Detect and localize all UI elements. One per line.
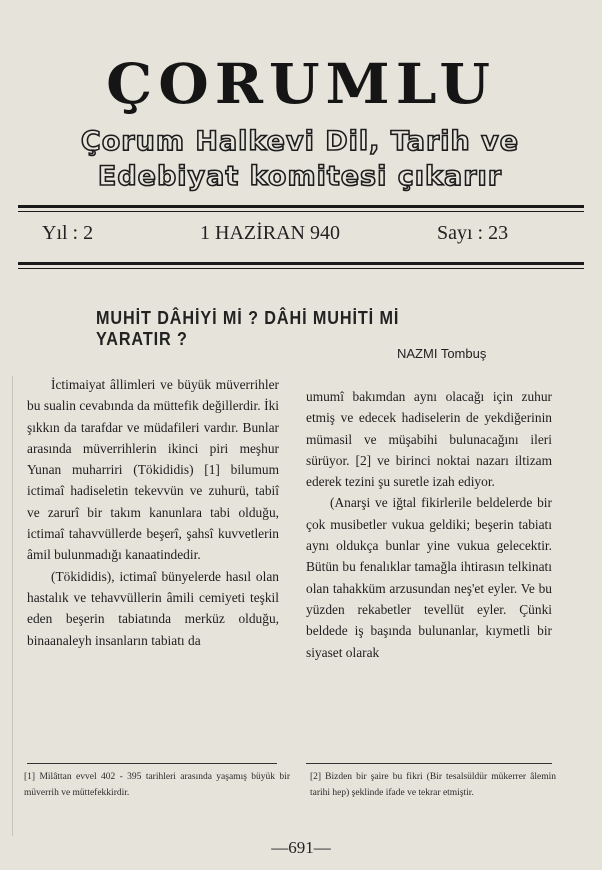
page-edge-shadow xyxy=(12,376,13,836)
issue-number: Sayı : 23 xyxy=(437,222,509,244)
header-rule-bottom-thin xyxy=(18,268,584,269)
article-title: MUHİT DÂHİYİ Mİ ? DÂHİ MUHİTİ Mİ YARATIR ? xyxy=(96,308,400,349)
issue-year: Yıl : 2 xyxy=(42,222,94,244)
footnote-left: [1] Milâttan evvel 402 - 395 tarihleri arasında yaşamış büyük bir müverrih ve müttefekkirdir. xyxy=(24,772,290,798)
left-paragraph-2: (Tökididis), ictimaî bünyelerde hasıl olan hastalık ve tehavvüllerin âmili cemiyeti teşkil eden beşerin tabiatında merküz olduğu, binaanaleyh insanların tabiatı da xyxy=(27,568,279,648)
header-rule-bottom xyxy=(18,262,584,265)
footnote-right: [2] Bizden bir şaire bu fikri (Bir tesalsüldür mükerrer âlemin tarihi hep) şeklinde ifade ve tekrar etmiştir. xyxy=(310,772,556,798)
article-author: NAZMI Tombuş xyxy=(397,346,487,361)
article-column-right xyxy=(306,386,552,663)
footnote-rule-left xyxy=(27,763,277,764)
masthead-title: ÇORUMLU xyxy=(106,51,496,117)
masthead-subtitle-line2: Edebiyat komitesi çıkarır xyxy=(97,161,503,192)
right-paragraph-2: (Anarşi ve iğtal fikirlerile beldelerde bir çok musibetler vukua geldiki; beşerin tabiatı aynı oldukça bunlar yine vukua gelecektir. Bütün bu fenalıklar tamağla ihtirasın telkinatı olan tahakküm arzusundan neş'et eyler. Ve bu yüzden rekabetler tevellüt eyler. Çünki beldede iş başında bulunanlar, kıymetli bir siyaset olarak xyxy=(306,495,552,660)
right-paragraph-1: umumî bakımdan aynı olacağı için zuhur etmiş ve edecek hadiselerin de yekdiğerinin mümasil ve müşabihi bulunacağını ileri sürüyor. [2] ve birinci noktai nazarı iltizam ederek tezini şu suretle izah ediyor. xyxy=(306,389,552,490)
footnote-rule-right xyxy=(306,763,552,764)
article-column-left xyxy=(27,374,279,651)
page-number: —691— xyxy=(271,838,331,857)
left-paragraph-1: İctimaiyat âllimleri ve büyük müverrihler bu sualin cevabında da müttefik değillerdir. İki şıkkın da tarafdar ve müdafileri vardır. Bunlar arasında müverrihlerin ikinci piri meşhur Yunan muharriri (Tökididis) [1] bilumum ictimaî hadiseletin tekevvün ve zuhurü, tabiî ve zarurî bir takım kanunlara tabi olduğu, ictimaî tahavvüllerde beşerî, şahsî kuvvetlerin âmil bulunmadığı kanaatindedir. xyxy=(27,377,279,563)
header-rule-top-thin xyxy=(18,211,584,212)
issue-date: 1 HAZİRAN 940 xyxy=(200,222,340,244)
masthead-subtitle-line1: Çorum Halkevi Dil, Tarih ve xyxy=(80,126,520,157)
header-rule-top xyxy=(18,205,584,208)
